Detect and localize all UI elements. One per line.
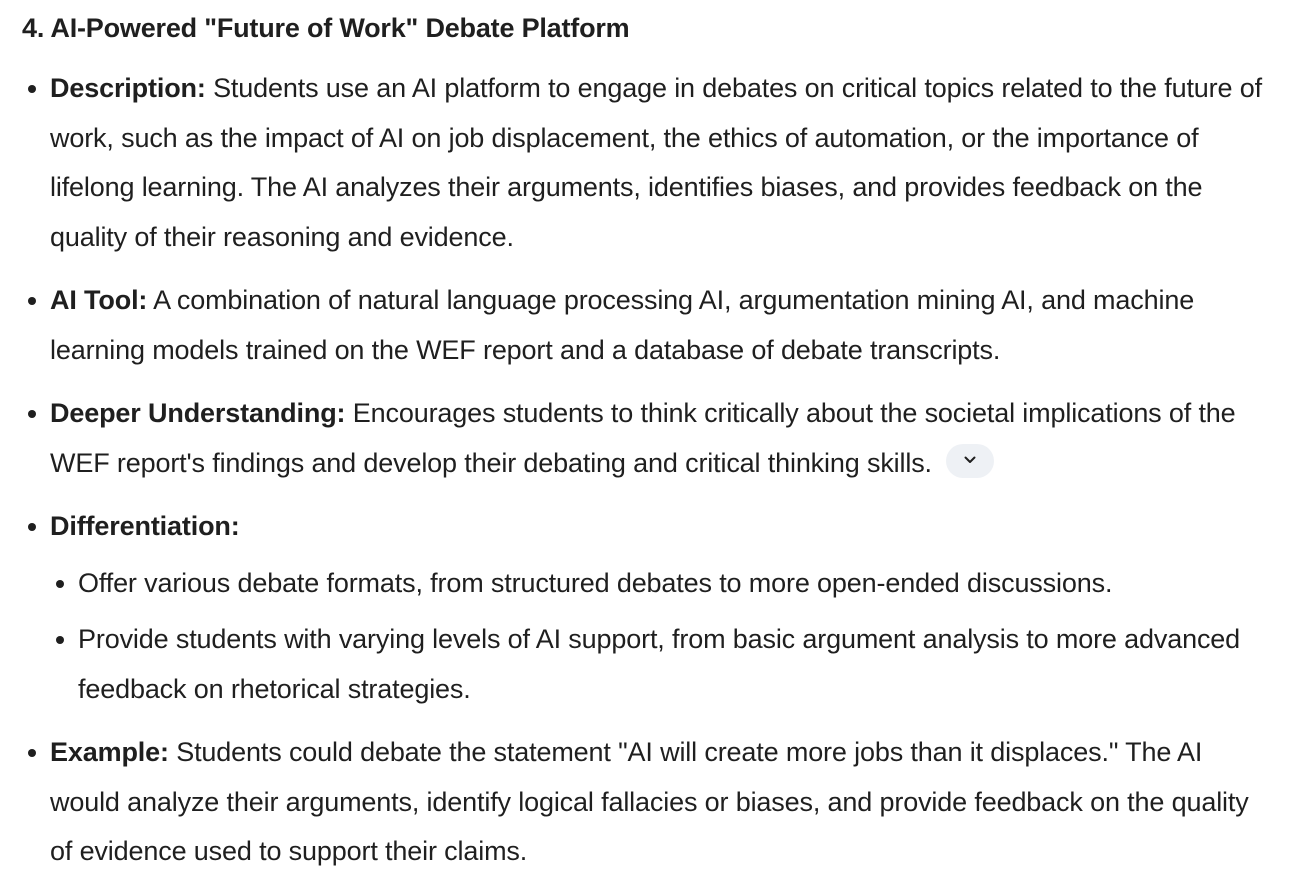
item-text: Students could debate the statement "AI will create more jobs than it displaces." The AI would analyze their arguments, identify logical fallacies or biases, and provide feedback on the quality of evidence used to support their claims.	[50, 737, 1249, 866]
item-label: Differentiation:	[50, 511, 240, 541]
list-item-description	[22, 64, 1270, 262]
list-item-example	[22, 728, 1270, 877]
item-label: AI Tool:	[50, 285, 148, 315]
item-text: Students use an AI platform to engage in debates on critical topics related to the future of work, such as the impact of AI on job displacement, the ethics of automation, or the importance of lifelong learning. The AI analyzes their arguments, identifies biases, and provides feedback on the quality of their reasoning and evidence.	[50, 73, 1262, 252]
sub-list-item: Provide students with varying levels of AI support, from basic argument analysis to more advanced feedback on rhetorical strategies.	[50, 615, 1270, 714]
list-item-ai-tool	[22, 276, 1270, 375]
item-text: A combination of natural language processing AI, argumentation mining AI, and machine learning models trained on the WEF report and a database of debate transcripts.	[50, 285, 1195, 365]
bullet-list	[22, 64, 1270, 877]
section-heading: 4. AI-Powered "Future of Work" Debate Platform	[22, 13, 630, 43]
expand-chip-button[interactable]	[946, 444, 994, 478]
item-text: Encourages students to think critically about the societal implications of the WEF report's findings and develop their debating and critical thinking skills.	[50, 398, 1236, 478]
list-item-deeper-understanding	[22, 389, 1270, 488]
list-item-differentiation	[22, 502, 1270, 714]
sub-bullet-list	[50, 559, 1270, 715]
item-label: Deeper Understanding:	[50, 398, 346, 428]
sub-list-item: Offer various debate formats, from structured debates to more open-ended discussions.	[50, 559, 1270, 609]
item-label: Description:	[50, 73, 206, 103]
chevron-down-icon	[964, 456, 976, 464]
item-label: Example:	[50, 737, 169, 767]
